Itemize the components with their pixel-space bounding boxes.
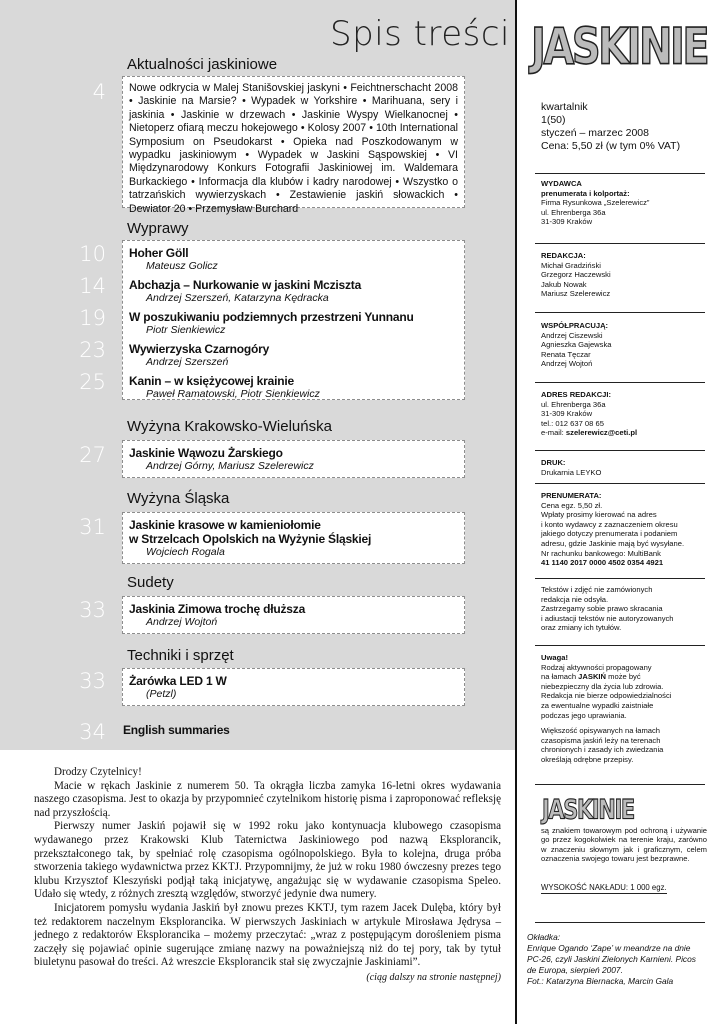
page-number: 19: [79, 306, 106, 330]
silesian-upland-box: [122, 512, 465, 564]
cover-description: Enrique Ogando ‘Zape’ w meandrze na dnie PC-26, czyli Jaskini Zielonych Karnieni. Picos de Europa, sierpień 2007.: [527, 943, 696, 975]
page-number: 4: [92, 80, 106, 104]
editor-name: Michał Gradziński: [541, 260, 601, 270]
editor-name: Jakub Nowak: [541, 279, 587, 289]
divider: [535, 382, 705, 383]
warning-line: Rodzaj aktywności propagowany: [541, 662, 652, 672]
toc-entry[interactable]: [129, 310, 414, 337]
circulation: WYSOKOŚĆ NAKŁADU: 1 000 egz.: [541, 883, 667, 892]
toc-entry[interactable]: [129, 342, 269, 369]
letter-greeting: Drodzy Czytelnicy!: [54, 766, 142, 778]
page-number: 31: [79, 515, 106, 539]
divider: [535, 450, 705, 451]
notice-line: Tekstów i zdjęć nie zamówionych: [541, 585, 653, 594]
article-authors: Andrzej Szerszeń: [146, 356, 229, 368]
notice-line: redakcja nie odsyła.: [541, 594, 609, 604]
section-heading-sudetes: Sudety: [127, 574, 174, 591]
section-heading-expeditions: Wyprawy: [127, 220, 189, 237]
article-authors: Mateusz Golicz: [146, 260, 218, 272]
news-text: Nowe odkrycia w Malej Stanišovskiej jaskyni • Feichtnerschacht 2008 • Jaskinie na Marsie? • Wypadek w Yorkshire • Marihuana, sery i jaskinia • Jaskinie w drzewach • Jaskinie Wyspy Wielkanocnej • Nietoperz ofiarą meczu hokejowego • Kolosy 2007 • 10th International Symposium on Pseudokarst • Opieka nad Poszkodowanym w wypadku jaskiniowym • Wypadek w Jaskini Sąspowskiej • VI Międzynarodowy Konkurs Fotografii Jaskiniowej im. Waldemara Burkackiego • Informacja dla klubów i kadry narodowej • Wszystko o tatrzańskich wywierzyskach • Zestawienie jaskiń słowackich • Dewiator 20 • Przemysław Burchard: [129, 82, 458, 215]
section-heading-techniques: Techniki i sprzęt: [127, 647, 234, 664]
magazine-logo: JASKINIE: [531, 18, 708, 76]
publisher-line: Firma Rysunkowa „Szelerewicz”: [541, 198, 650, 208]
toc-entry[interactable]: [129, 278, 361, 305]
subscription-line: Wpłaty prosimy kierować na adres: [541, 510, 657, 520]
email-label: e-mail:: [541, 428, 564, 438]
toc-entry[interactable]: [129, 446, 314, 473]
cooperation-label: WSPÓŁPRACUJĄ:: [541, 321, 609, 330]
editor-name: Mariusz Szelerewicz: [541, 289, 611, 299]
subscription-line: i konto wydawcy z zaznaczeniem okresu: [541, 519, 678, 529]
page-number: 34: [79, 720, 106, 744]
warning-block: [541, 653, 706, 765]
subscription-line: Cena egz. 5,50 zł.: [541, 500, 603, 510]
trademark-logo: JASKINIE: [542, 794, 634, 825]
masthead-sidebar: [515, 0, 714, 1024]
publisher-line: ul. Ehrenberga 36a: [541, 207, 606, 217]
article-authors: Paweł Ramatowski, Piotr Sienkiewicz: [146, 388, 320, 400]
divider: [535, 483, 705, 484]
issue-price: Cena: 5,50 zł (w tym 0% VAT): [541, 140, 681, 152]
publisher-block: [541, 179, 706, 227]
page-number: 14: [79, 274, 106, 298]
address-block: [541, 390, 706, 438]
print-block: [541, 458, 706, 477]
divider: [535, 578, 705, 579]
warning-line: na łamach: [541, 672, 577, 682]
subscription-line: jakiego dotyczy prenumerata i podaniem: [541, 529, 678, 539]
toc-entry[interactable]: [129, 518, 371, 559]
sudetes-box: [122, 596, 465, 634]
section-heading-krakow-upland: Wyżyna Krakowsko-Wieluńska: [127, 418, 332, 435]
subscription-block: [541, 491, 706, 568]
cooperation-block: [541, 321, 706, 369]
cover-caption: [527, 932, 707, 987]
print-label: DRUK:: [541, 458, 566, 467]
article-title: Jaskinie krasowe w kamieniołomie: [129, 518, 321, 532]
cover-label: Okładka:: [527, 932, 561, 942]
article-title: Żarówka LED 1 W: [129, 674, 227, 688]
address-line: tel.: 012 637 08 65: [541, 418, 604, 428]
article-title: Jaskinia Zimowa trochę dłuższa: [129, 602, 306, 616]
article-title: Hoher Göll: [129, 246, 189, 260]
continued-note: (ciąg dalszy na stronie następnej): [366, 971, 501, 983]
printer-name: Drukarnia LEYKO: [541, 467, 602, 477]
cover-photo-credit: Fot.: Katarzyna Biernacka, Marcin Gala: [527, 976, 674, 986]
notice-line: i adiustacji tekstów nie autoryzowanych: [541, 613, 674, 623]
toc-entry[interactable]: [129, 674, 227, 701]
page-number: 10: [79, 242, 106, 266]
section-heading-silesian-upland: Wyżyna Śląska: [127, 490, 230, 507]
subscription-line: Nr rachunku bankowego: MultiBank: [541, 548, 661, 558]
warning-magazine-name: JASKIŃ: [578, 672, 607, 682]
techniques-box: [122, 668, 465, 706]
editorial-block: [541, 251, 706, 299]
address-label: ADRES REDAKCJI:: [541, 390, 612, 399]
warning-line: może być: [608, 672, 641, 682]
divider: [535, 922, 705, 923]
subscription-line: adresu, gdzie Jaskinie mają być wysyłane.: [541, 538, 685, 548]
notice-block: [541, 585, 706, 633]
contributor-name: Renata Tęczar: [541, 349, 591, 359]
page-number: 23: [79, 338, 106, 362]
publisher-sub: prenumerata i kolportaż:: [541, 188, 630, 198]
trademark-notice: są znakiem towarowym pod ochroną i używanie go przez kogokolwiek na terenie kraju, zarówno w znaczeniu słownym jak i graficznym, celem oznaczenia swojego towaru jest bezprawne.: [541, 826, 707, 864]
email-link[interactable]: szelerewicz@ceti.pl: [565, 428, 638, 438]
issue-period: styczeń – marzec 2008: [541, 127, 649, 139]
notice-line: oraz zmiany ich tytułów.: [541, 623, 622, 633]
page-number: 33: [79, 669, 106, 693]
news-box: [122, 76, 465, 215]
toc-entry[interactable]: [129, 246, 218, 273]
expeditions-box: [122, 240, 465, 400]
article-authors: (Petzl): [146, 688, 177, 700]
contributor-name: Andrzej Ciszewski: [541, 330, 603, 340]
page-number: 27: [79, 443, 106, 467]
section-heading-news: Aktualności jaskiniowe: [127, 56, 278, 73]
divider: [535, 243, 705, 244]
issue-number: 1(50): [541, 114, 566, 126]
contributor-name: Andrzej Wojtoń: [541, 359, 593, 369]
bank-account: 41 1140 2017 0000 4502 0354 4921: [541, 558, 664, 568]
warning-line: Redakcja nie bierze odpowiedzialności: [541, 691, 672, 701]
article-authors: Piotr Sienkiewicz: [146, 324, 226, 336]
warning-line: podczas jego uprawiania.: [541, 710, 627, 720]
article-title: W poszukiwaniu podziemnych przestrzeni Yunnanu: [129, 310, 414, 324]
article-authors: Andrzej Górny, Mariusz Szelerewicz: [146, 460, 314, 472]
divider: [535, 312, 705, 313]
page-number: 33: [79, 598, 106, 622]
letter-paragraph: Inicjatorem pomysłu wydania Jaskiń był znowu prezes KKTJ, tym razem Jacek Dulęba, który był też redaktorem naczelnym Eksplorancika. W pierwszych Jaskiniach w artykule Mirosława Jędrysa – jednego z redaktorów Eksplorancika – możemy przeczytać: „wraz z postępującym doroślenie​m pisma zaczęły się pojawiać opinie sugerujące zmianę nazwy na poważniejszą niż do tej pory, tak by tytuł biuletynu pasował do treści. Aż wreszcie Eksplorancik stał się zwyczajnie Jaskiniami”.: [34, 901, 501, 969]
protection-line: czasopisma jaskiń leży na terenach: [541, 735, 661, 745]
subscription-label: PRENUMERATA:: [541, 491, 602, 500]
warning-line: niebezpieczny dla życia lub zdrowia.: [541, 681, 664, 691]
issue-info: [541, 101, 680, 153]
issue-frequency: kwartalnik: [541, 101, 588, 113]
protection-line: chronionych i zasady ich zwiedzania: [541, 745, 664, 755]
krakow-upland-box: [122, 440, 465, 478]
address-line: 31-309 Kraków: [541, 409, 593, 419]
editor-name: Grzegorz Haczewski: [541, 270, 611, 280]
publisher-label: WYDAWCA: [541, 179, 582, 188]
divider: [535, 645, 705, 646]
article-authors: Andrzej Wojtoń: [146, 616, 218, 628]
letter-paragraph: Macie w rękach Jaskinie z numerem 50. Ta okrągła liczba zamyka 16-letni okres wydawania naszego czasopisma. Jest to okazja by przypomnieć czytelnikom historię pisma i zaproponować refleksję nad przyszłością.: [34, 779, 501, 819]
protection-line: określają odrębne przepisy.: [541, 754, 634, 764]
toc-entry[interactable]: [129, 602, 305, 629]
page-number: 25: [79, 370, 106, 394]
toc-entry[interactable]: [129, 374, 320, 401]
article-authors: Wojciech Rogala: [146, 546, 225, 558]
address-line: ul. Ehrenberga 36a: [541, 399, 606, 409]
divider: [535, 784, 705, 785]
page-title: Spis treści: [330, 14, 510, 54]
editorial-label: REDAKCJA:: [541, 251, 586, 260]
protection-line: Większość opisywanych na łamach: [541, 726, 661, 736]
article-title: Kanin – w księżycowej krainie: [129, 374, 294, 388]
divider: [535, 173, 705, 174]
warning-line: za ewentualne wypadki zaistniałe: [541, 700, 654, 710]
english-summaries-link[interactable]: English summaries: [123, 723, 230, 737]
publisher-line: 31-309 Kraków: [541, 217, 593, 227]
notice-line: Zastrzegamy sobie prawo skracania: [541, 604, 663, 614]
contributor-name: Agnieszka Gajewska: [541, 340, 612, 350]
article-authors: Andrzej Szerszeń, Katarzyna Kędracka: [146, 292, 329, 304]
article-title: Wywierzyska Czarnogóry: [129, 342, 270, 356]
article-title-continued: w Strzelcach Opolskich na Wyżynie Śląskiej: [129, 532, 372, 546]
warning-label: Uwaga!: [541, 653, 569, 662]
letter-paragraph: Pierwszy numer Jaskiń pojawił się w 1992 roku jako kontynuacja klubowego czasopisma wydawanego przez Krakowski Klub Taternictwa Jaskiniowego pod nazwą Eksplorancik, przekształconego tak, by spełniać rolę czasopisma ogólnopolskiego. Była to kolejna, druga próba stworzenia takiego wydawnictwa przez KKTJ. Przypomnijmy, że już w roku 1980 ówczesny prezes tego klubu Krzysztof Kleszyński podjął taką inicjatywę, angażując się w wydawanie czasopisma Speleo. Udało się wtedy, z różnych zresztą względów, stworzyć jedynie dwa numery.: [34, 820, 501, 901]
article-title: Jaskinie Wąwozu Żarskiego: [129, 446, 283, 460]
editorial-letter: [34, 766, 501, 985]
article-title: Abchazja – Nurkowanie w jaskini Mcziszta: [129, 278, 362, 292]
